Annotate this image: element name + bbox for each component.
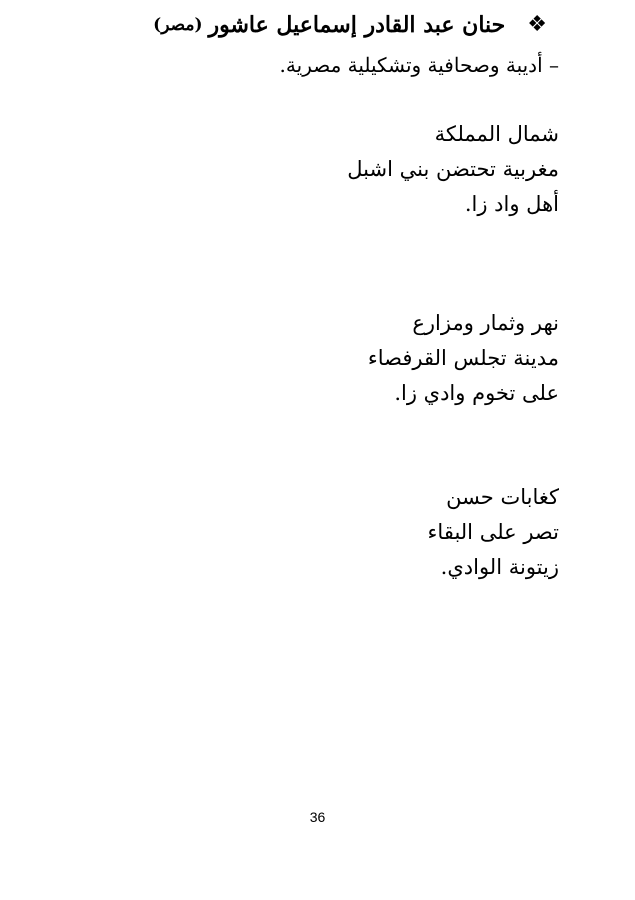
poet-name: حنان عبد القادر إسماعيل عاشور bbox=[208, 12, 506, 38]
poem-line: مدينة تجلس القرفصاء bbox=[367, 346, 559, 370]
poem-line: تصر على البقاء bbox=[427, 520, 559, 544]
poem-line: على تخوم وادي زا. bbox=[394, 381, 559, 405]
poem-line: شمال المملكة bbox=[434, 122, 559, 146]
poem-line: أهل واد زا. bbox=[464, 192, 559, 216]
poem-line: كغابات حسن bbox=[446, 485, 559, 509]
poem-stanza bbox=[368, 306, 559, 411]
page-number: 36 bbox=[309, 809, 326, 825]
poet-bio: – أديبة وصحافية وتشكيلية مصرية. bbox=[279, 53, 559, 77]
poem-line: زيتونة الوادي. bbox=[440, 555, 559, 579]
poem-stanza bbox=[428, 480, 559, 585]
poet-header bbox=[153, 10, 547, 40]
poem-line: مغربية تحتضن بني اشبل bbox=[347, 157, 559, 181]
poem-line: نهر وثمار ومزارع bbox=[412, 311, 559, 335]
diamond-bullet-icon: ❖ bbox=[527, 12, 547, 37]
poem-stanza bbox=[347, 117, 559, 222]
poet-country: (مصر) bbox=[153, 15, 203, 35]
